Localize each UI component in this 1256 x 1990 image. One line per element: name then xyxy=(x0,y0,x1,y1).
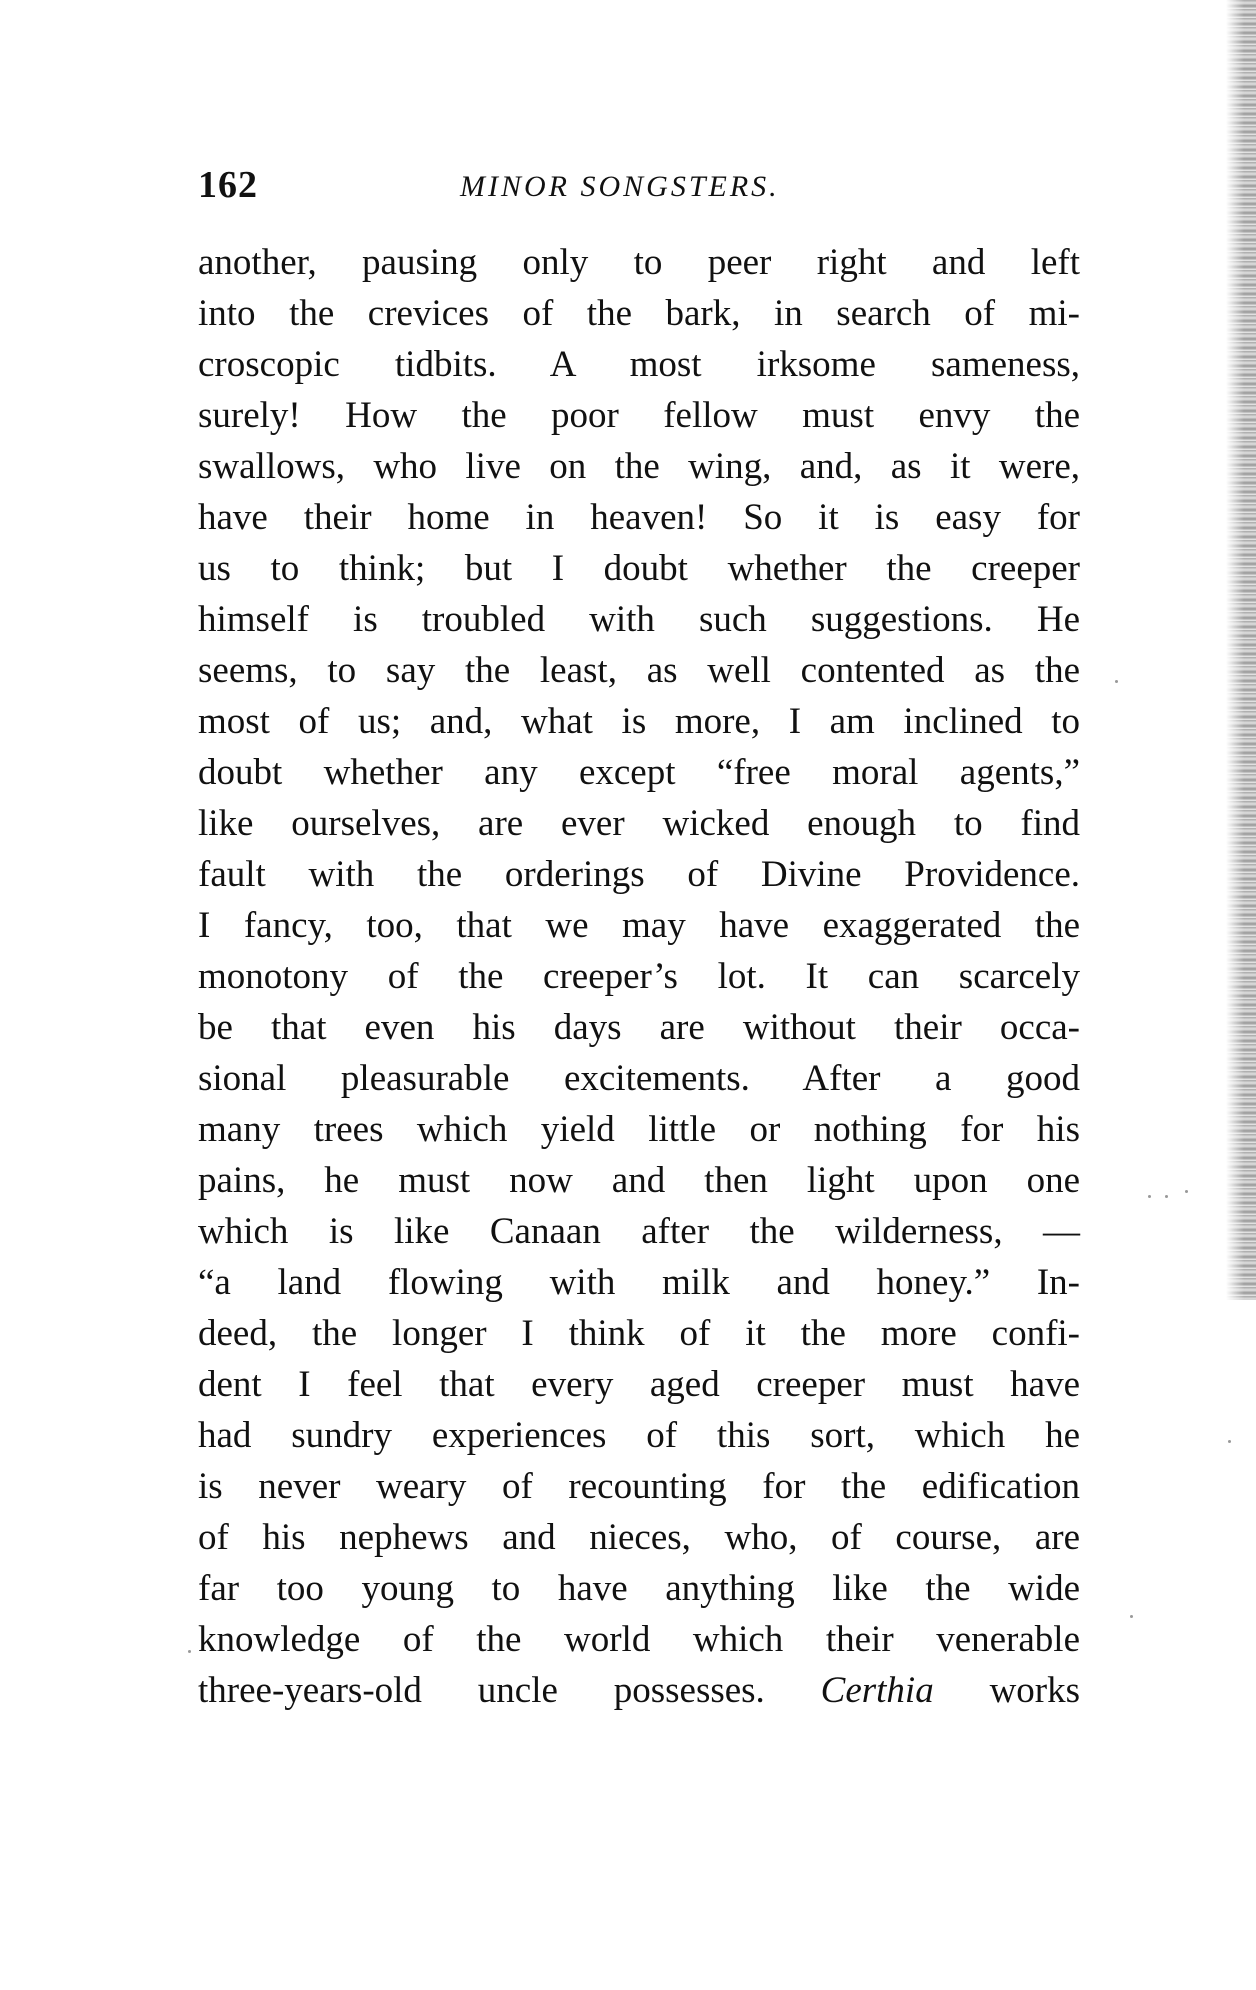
text-line: into the crevices of the bark, in search of mi- xyxy=(198,293,1080,334)
text-line: deed, the longer I think of it the more confi- xyxy=(198,1313,1080,1354)
scan-speck xyxy=(1228,1440,1231,1443)
italic-genus-name: Certhia xyxy=(820,1670,934,1711)
text-line: us to think; but I doubt whether the creeper xyxy=(198,548,1080,589)
running-title: MINOR SONGSTERS. xyxy=(460,170,780,203)
running-head xyxy=(198,160,1078,210)
text-line: fault with the orderings of Divine Providence. xyxy=(198,854,1080,895)
scan-speck xyxy=(1148,1195,1151,1198)
scan-speck xyxy=(188,1650,191,1653)
text-line: I fancy, too, that we may have exaggerated the xyxy=(198,905,1080,946)
text-line: croscopic tidbits. A most irksome sameness, xyxy=(198,344,1080,385)
text-line: pains, he must now and then light upon one xyxy=(198,1160,1080,1201)
text-line: which is like Canaan after the wilderness, — xyxy=(198,1211,1080,1252)
scan-speck xyxy=(1185,1190,1188,1193)
scan-speck xyxy=(1130,1615,1133,1618)
text-line: be that even his days are without their occa- xyxy=(198,1007,1080,1048)
text-line: surely! How the poor fellow must envy the xyxy=(198,395,1080,436)
text-line: sional pleasurable excitements. After a good xyxy=(198,1058,1080,1099)
text-line: another, pausing only to peer right and left xyxy=(198,242,1080,283)
text-line-last xyxy=(198,1665,1080,1716)
text-line: knowledge of the world which their venerable xyxy=(198,1619,1080,1660)
text-line: swallows, who live on the wing, and, as it were, xyxy=(198,446,1080,487)
scan-speck xyxy=(1165,1195,1168,1198)
text-line: most of us; and, what is more, I am inclined to xyxy=(198,701,1080,742)
scan-speck xyxy=(1115,680,1118,683)
text-line: had sundry experiences of this sort, which he xyxy=(198,1415,1080,1456)
text-line: many trees which yield little or nothing for his xyxy=(198,1109,1080,1150)
text-line: doubt whether any except “free moral agents,” xyxy=(198,752,1080,793)
text-line: monotony of the creeper’s lot. It can scarcely xyxy=(198,956,1080,997)
last-line-end: works xyxy=(989,1670,1081,1711)
text-line: of his nephews and nieces, who, of course, are xyxy=(198,1517,1080,1558)
text-line: like ourselves, are ever wicked enough to find xyxy=(198,803,1080,844)
text-line: “a land flowing with milk and honey.” In- xyxy=(198,1262,1080,1303)
text-line: himself is troubled with such suggestions. He xyxy=(198,599,1080,640)
text-line: far too young to have anything like the wide xyxy=(198,1568,1080,1609)
scanned-book-edge xyxy=(1226,0,1256,1300)
text-line: have their home in heaven! So it is easy for xyxy=(198,497,1080,538)
last-line-start: three-years-old uncle possesses. xyxy=(198,1670,765,1711)
text-line: seems, to say the least, as well contented as the xyxy=(198,650,1080,691)
text-line: dent I feel that every aged creeper must have xyxy=(198,1364,1080,1405)
text-line: is never weary of recounting for the edification xyxy=(198,1466,1080,1507)
body-text xyxy=(198,237,1080,1716)
page-number: 162 xyxy=(198,164,258,206)
